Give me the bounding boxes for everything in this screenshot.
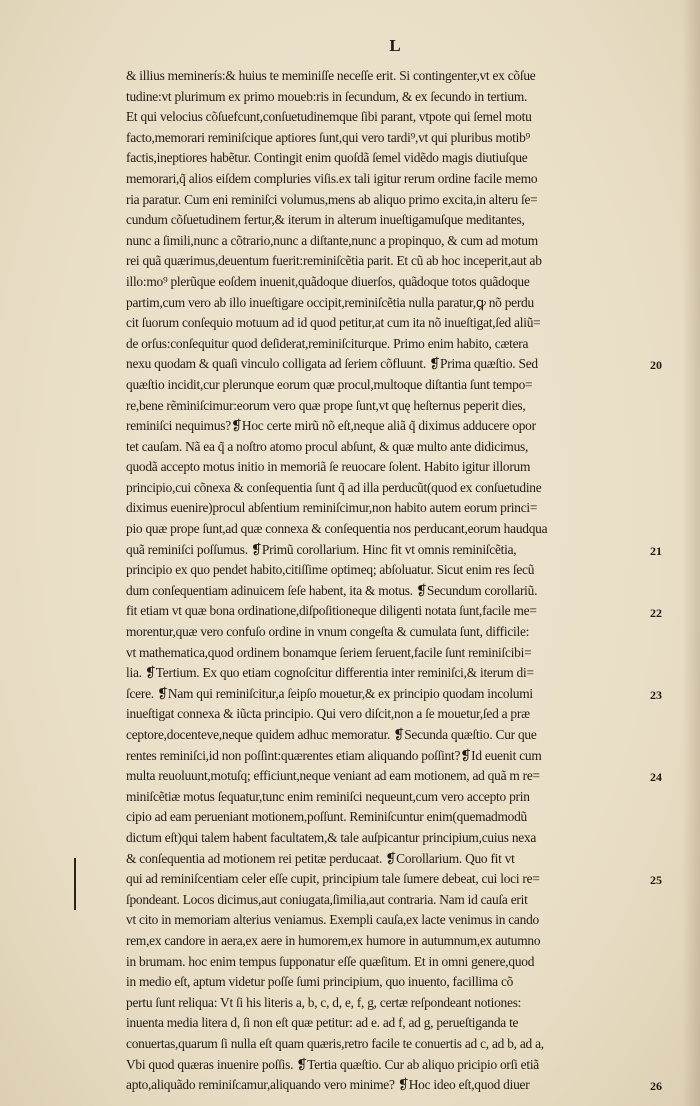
margin-number: 20 — [650, 358, 662, 373]
text-line: principio,cui cõnexa & conſequentia ſunt q̃ ad illa perducũt(quod ex conſuetudine — [126, 479, 542, 495]
text-line: illo:mo⁹ plerũque eoſdem inuenit,quãdoque diuerſos, quãdoque totos quãdoque — [126, 273, 530, 289]
text-line: dictum eſt)qui talem habent facultatem,& tale auſpicantur principium,cuius nexa — [126, 829, 537, 845]
text-line: ſcere. ❡Nam qui reminiſcitur,a ſeipſo mouetur,& ex principio quodam incolumi — [126, 685, 533, 701]
text-line: in brumam. hoc enim tempus ſupponatur eſſe quæſitum. Et in omni genere,quod — [126, 953, 535, 969]
text-line: ſpondeant. Locos dicimus,aut coniugata,ſimilia,aut contraria. Nam id cauſa erit — [126, 891, 528, 907]
text-line: principio ex quo pendet habito,citiſſime optimeq; abſoluatur. Sicut enim res ſecũ — [126, 562, 535, 578]
text-line: ceptore,docenteve,neque quidem adhuc memoratur. ❡Secunda quæſtio. Cur que — [126, 727, 537, 742]
margin-number: 22 — [650, 605, 662, 620]
text-line: inuenta media litera d, ſi non eſt quæ petitur: ad e. ad f, ad g, perueſtiganda te — [126, 1015, 519, 1031]
margin-number: 21 — [650, 543, 662, 558]
text-line: partim,cum vero ab illo inueſtigare occipit,reminiſcẽtia nulla paratur,ꝙ nõ perdu — [126, 294, 534, 310]
text-line: quæſtio incidit,cur plerunque eorum quæ procul,multoque diſtantia ſunt tempo= — [126, 376, 533, 392]
text-line: fit etiam vt quæ bona ordinatione,diſpoſitioneque diligenti notata ſunt,facile me= — [126, 603, 537, 619]
text-line: memorari,q̃ alios eiſdem compluries viſis.ex tali igitur rerum ordine facile memo — [126, 170, 538, 186]
text-line: tet cauſam. Nã ea q̃ a noſtro atomo procul abſunt, & quæ multo ante didicimus, — [126, 438, 529, 454]
text-line: factis,ineptiores habẽtur. Contingit enim quoſdã ſemel vidẽdo magis diutiuſque — [126, 150, 528, 166]
text-line: quodã accepto motus initio in memoriã ſe reuocare ſolent. Habito igitur illorum — [126, 459, 531, 475]
page-edge-shadow — [682, 0, 700, 1106]
text-line: reminiſci nequimus?❡Hoc certe mirũ nõ eſt,neque aliã q̃ diximus adducere opor — [126, 418, 536, 434]
text-line: ria paratur. Cum eni reminiſci volumus,mens ab aliquo primo excita,in alteru ſe= — [126, 191, 538, 207]
text-line: cundum cõſuetudinem fertur,& iterum in alterum inueſtigamuſque meditantes, — [126, 212, 525, 228]
text-line: morentur,quæ vero confuſo ordine in vnum congeſta & cumulata ſunt, difficile: — [126, 624, 530, 640]
text-line: vt mathematica,quod ordinem bonamque ſeriem ſeruent,facile ſunt reminiſcibi= — [126, 644, 532, 660]
text-line: rem,ex candore in aera,ex aere in humorem,ex humore in autumnum,ex autumno — [126, 932, 541, 948]
main-text-block — [126, 66, 644, 1096]
text-line: re,bene rẽminiſcimur:eorum vero quæ prope ſunt,vt quę heſternus peperit dies, — [126, 397, 526, 413]
text-line: in medio eſt, aptum videtur poſſe ſumi principium, quo inuento, facillima cõ — [126, 974, 514, 990]
text-line: pio quæ prope ſunt,ad quæ connexa & conſequentia nos perducant,eorum haudqua — [126, 521, 548, 537]
text-line: inueſtigat connexa & iũcta principio. Qui vero diſcit,non a ſe mouetur,ſed a præ — [126, 706, 530, 722]
text-line: multa reuoluunt,motuſq; efficiunt,neque veniant ad eam motionem, ad quã m re= — [126, 768, 540, 784]
text-line: apto,aliquãdo reminiſcamur,aliquando vero minime? ❡Hoc ideo eſt,quod diuer — [126, 1077, 530, 1093]
text-line: & illius meminerís:& huius te meminiſſe neceſſe erit. Si contingenter,vt ex cõſue — [126, 68, 536, 83]
margin-number: 25 — [650, 873, 662, 888]
margin-number: 23 — [650, 688, 662, 702]
text-line: Et qui velocius cõſuefcunt,conſuetudinemque ſibi parant, vtpote qui ſemel motu — [126, 109, 532, 125]
text-line: pertu ſunt reliqua: Vt ſi his literis a, b, c, d, e, f, g, certæ reſpondeant notiones: — [126, 994, 522, 1010]
text-line: nexu quodam & quaſi vinculo colligata ad ſeriem cõfluunt. ❡Prima quæſtio. Sed — [126, 356, 538, 372]
text-line: facto,memorari reminiſcique aptiores ſunt,qui vero tardi⁹,vt qui pluribus motib⁹ — [126, 129, 530, 145]
signature-mark: L — [389, 36, 401, 55]
text-line: & conſequentia ad motionem rei petitæ perducaat. ❡Corollarium. Quo fit vt — [126, 850, 515, 866]
text-line: quã reminiſci poſſumus. ❡Primũ corollarium. Hinc fit vt omnis reminiſcẽtia, — [126, 541, 517, 557]
text-line: lia. ❡Tertium. Ex quo etiam cognoſcitur differentia inter reminiſci,& iterum di= — [126, 665, 534, 681]
text-line: rei quã quærimus,deuentum fuerit:reminiſcẽtia parit. Et cũ ab hoc inceperit,aut ab — [126, 253, 542, 269]
text-line: diximus euenire)procul abſentium reminiſcimur,non habito autem eorum princi= — [126, 500, 538, 516]
margin-number: 26 — [650, 1079, 662, 1094]
text-line: rentes reminiſci,id non poſſint:quærentes etiam aliquando poſſint?❡Id euenit cum — [126, 747, 542, 763]
text-line: cipio ad eam perueniant motionem,poſſunt. Reminiſcuntur enim(quemadmodũ — [126, 809, 527, 825]
text-line: nunc a ſimili,nunc a cõtrario,nunc a diſtante,nunc a propinquo, & cum ad motum — [126, 232, 538, 248]
text-line: de orſus:conſequitur quod deſiderat,reminiſciturque. Primo enim habito, cætera — [126, 335, 529, 351]
text-line: vt cito in memoriam alterius veniamus. Exempli cauſa,ex lacte venimus in cando — [126, 912, 539, 928]
margin-bracket-mark — [74, 858, 79, 910]
text-line: miniſcẽtiæ motus ſequatur,tunc enim reminiſci nequeunt,cum vero accepto prin — [126, 788, 530, 804]
margin-number: 24 — [650, 770, 662, 785]
text-line: Vbi quod quæras inuenire poſſis. ❡Tertia quæſtio. Cur ab aliquo pricipio orſi etiã — [126, 1056, 540, 1072]
text-line: qui ad reminiſcentiam celer eſſe cupit, principium tale ſumere debeat, cui loci re= — [126, 871, 540, 887]
text-line: tudine:vt plurimum ex primo moueb:ris in ſecundum, & ex ſecundo in tertium. — [126, 88, 528, 104]
text-line: conuertas,quarum ſi nulla eſt quam quæris,retro facile te conuertis ad c, ad b, ad a, — [126, 1035, 544, 1051]
text-line: cit ſuorum conſequio motuum ad id quod petitur,at cum ita nõ inueſtigat,ſed aliũ= — [126, 315, 541, 331]
text-line: dum conſequentiam adinuicem ſeſe habent, ita & motus. ❡Secundum corollariũ. — [126, 582, 538, 598]
